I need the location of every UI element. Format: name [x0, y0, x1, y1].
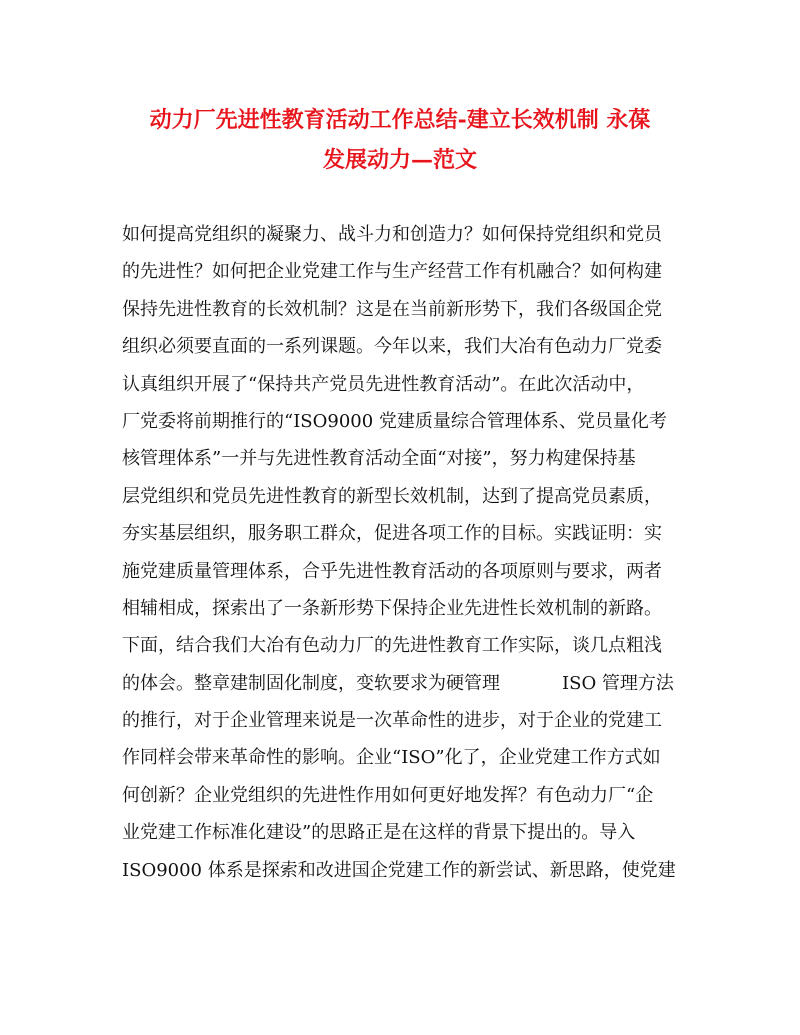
body-line: 业党建工作标准化建设”的思路正是在这样的背景下提出的。导入 [122, 822, 636, 844]
document-body [122, 216, 682, 889]
document-title [110, 100, 690, 180]
body-line: 核管理体系”一并与先进性教育活动全面“对接”，努力构建保持基 [122, 448, 636, 470]
body-line: 保持先进性教育的长效机制？这是在当前新形势下，我们各级国企党 [122, 298, 662, 320]
title-line-2: 发展动力—范文 [322, 147, 477, 173]
body-line: 厂党委将前期推行的“ISO9000 党建质量综合管理体系、党员量化考 [122, 410, 667, 432]
body-line: 的推行，对于企业管理来说是一次革命性的进步，对于企业的党建工 [122, 710, 662, 732]
body-line-with-gap [122, 665, 682, 702]
body-line: 施党建质量管理体系，合乎先进性教育活动的各项原则与要求，两者 [122, 560, 662, 582]
body-line: 何创新？企业党组织的先进性作用如何更好地发挥？有色动力厂“企 [122, 784, 654, 806]
body-line: 的先进性？如何把企业党建工作与生产经营工作有机融合？如何构建 [122, 261, 662, 283]
body-line: 作同样会带来革命性的影响。企业“ISO”化了，企业党建工作方式如 [122, 747, 661, 769]
body-line-part-1: 的体会。整章建制固化制度，变软要求为硬管理 [122, 672, 500, 694]
body-line: 夯实基层组织，服务职工群众，促进各项工作的目标。实践证明：实 [122, 523, 662, 545]
body-line: 相辅相成，探索出了一条新形势下保持企业先进性长效机制的新路。 [122, 597, 662, 619]
body-line: 如何提高党组织的凝聚力、战斗力和创造力？如何保持党组织和党员 [122, 224, 662, 245]
body-line-part-2: ISO 管理方法 [562, 672, 674, 694]
body-line: 下面，结合我们大冶有色动力厂的先进性教育工作实际，谈几点粗浅 [122, 635, 662, 657]
title-line-1: 动力厂先进性教育活动工作总结-建立长效机制 永葆 [149, 107, 651, 133]
body-line: ISO9000 体系是探索和改进国企党建工作的新尝试、新思路，使党建 [122, 859, 676, 881]
body-line: 组织必须要直面的一系列课题。今年以来，我们大冶有色动力厂党委 [122, 336, 662, 358]
body-line: 认真组织开展了“保持共产党员先进性教育活动”。在此次活动中， [122, 373, 645, 395]
body-line: 层党组织和党员先进性教育的新型长效机制，达到了提高党员素质， [122, 485, 662, 507]
